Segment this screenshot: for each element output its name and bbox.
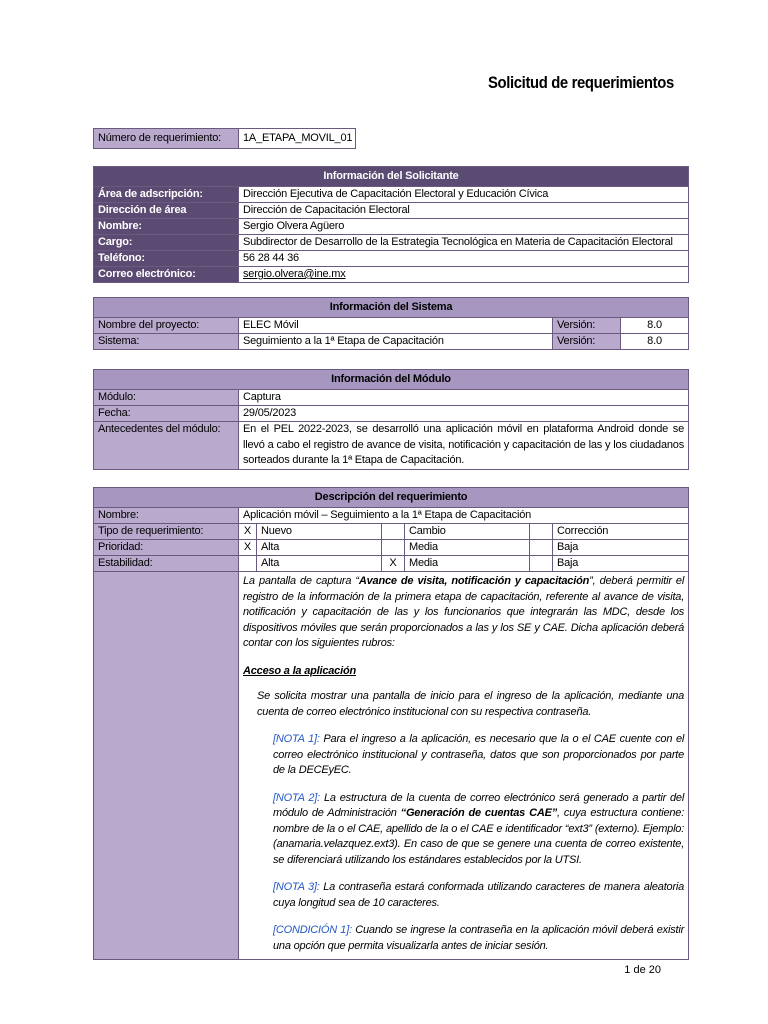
- estabilidad-option-baja: Baja: [553, 556, 689, 572]
- solicitante-header: Información del Solicitante: [94, 167, 689, 187]
- proyecto-label: Nombre del proyecto:: [94, 318, 239, 334]
- nota2-paragraph: [273, 791, 684, 869]
- antecedentes-value: En el PEL 2022-2023, se desarrolló una aplicación móvil en plataforma Android donde se llevó a cabo el registro de avance de visita, notificación y capacitación de las y los ciudadanos sorteados durante la 1ª Etapa de Capacitación.: [239, 422, 689, 470]
- intro-emphasis: Avance de visita, notificación y capacitación: [358, 575, 590, 587]
- modulo-table: [93, 369, 689, 470]
- modulo-value: Captura: [239, 390, 689, 406]
- prioridad-label: Prioridad:: [94, 540, 239, 556]
- estabilidad-mark-baja[interactable]: [530, 556, 553, 572]
- nota2-text-a: La estructura de la cuenta de correo electrónico será generado a partir del módulo de Administración: [273, 791, 685, 819]
- nombre-label: Nombre:: [94, 219, 239, 235]
- cargo-label: Cargo:: [94, 235, 239, 251]
- page-number: 1 de 20: [624, 964, 661, 976]
- sistema-table: [93, 297, 689, 350]
- intro-text-a: La pantalla de captura “: [243, 575, 359, 587]
- area-label: Área de adscripción:: [94, 187, 239, 203]
- req-nombre-value: Aplicación móvil – Seguimiento a la 1ª Etapa de Capacitación: [239, 508, 689, 524]
- condicion1-text: Cuando se ingrese la contraseña en la aplicación móvil deberá existir una opción que permita visualizarla antes de iniciar sesión.: [273, 924, 685, 952]
- direccion-value: Dirección de Capacitación Electoral: [239, 203, 689, 219]
- cargo-value: Subdirector de Desarrollo de la Estrategia Tecnológica en Materia de Capacitación Electoral: [239, 235, 689, 251]
- proyecto-version-value: 8.0: [621, 318, 689, 334]
- sistema-version-label: Versión:: [553, 334, 621, 350]
- intro-paragraph: [243, 574, 684, 652]
- tipo-option-cambio: Cambio: [405, 524, 530, 540]
- sistema-label: Sistema:: [94, 334, 239, 350]
- solicitante-table: [93, 166, 689, 283]
- estabilidad-mark-media[interactable]: X: [382, 556, 405, 572]
- tipo-label: Tipo de requerimiento:: [94, 524, 239, 540]
- nota3-tag: [NOTA 3]:: [273, 881, 320, 893]
- prioridad-option-baja: Baja: [553, 540, 689, 556]
- area-value: Dirección Ejecutiva de Capacitación Electoral y Educación Cívica: [239, 187, 689, 203]
- req-nombre-label: Nombre:: [94, 508, 239, 524]
- direccion-label: Dirección de área: [94, 203, 239, 219]
- nota1-tag: [NOTA 1]:: [273, 733, 320, 745]
- estabilidad-mark-alta[interactable]: [239, 556, 257, 572]
- prioridad-option-media: Media: [405, 540, 530, 556]
- telefono-label: Teléfono:: [94, 251, 239, 267]
- page-title: Solicitud de requerimientos: [488, 74, 674, 92]
- acceso-heading: Acceso a la aplicación: [243, 664, 356, 677]
- descripcion-header: Descripción del requerimiento: [94, 488, 689, 508]
- description-label-cell: [94, 572, 239, 960]
- tipo-mark-correccion[interactable]: [530, 524, 553, 540]
- correo-link[interactable]: sergio.olvera@ine.mx: [243, 268, 346, 280]
- nota2-tag: [NOTA 2]:: [273, 791, 320, 804]
- tipo-option-correccion: Corrección: [553, 524, 689, 540]
- nota3-text: La contraseña estará conformada utilizando caracteres de manera aleatoria cuya longitud sea de 10 caracteres.: [273, 881, 685, 909]
- description-body: [239, 572, 689, 960]
- sistema-version-value: 8.0: [621, 334, 689, 350]
- request-number-label: Número de requerimiento:: [94, 129, 239, 149]
- prioridad-option-alta: Alta: [257, 540, 382, 556]
- estabilidad-label: Estabilidad:: [94, 556, 239, 572]
- prioridad-mark-media[interactable]: [382, 540, 405, 556]
- estabilidad-option-media: Media: [405, 556, 530, 572]
- proyecto-version-label: Versión:: [553, 318, 621, 334]
- nombre-value: Sergio Olvera Agüero: [239, 219, 689, 235]
- modulo-label: Módulo:: [94, 390, 239, 406]
- sistema-value: Seguimiento a la 1ª Etapa de Capacitación: [239, 334, 553, 350]
- antecedentes-label: Antecedentes del módulo:: [94, 422, 239, 470]
- tipo-mark-nuevo[interactable]: X: [239, 524, 257, 540]
- request-number-table: [93, 128, 356, 149]
- acceso-paragraph: Se solicita mostrar una pantalla de inicio para el ingreso de la aplicación, mediante una cuenta de correo electrónico institucional con su respectiva contraseña.: [257, 690, 685, 718]
- condicion1-paragraph: [273, 923, 684, 954]
- nota2-text-c: , cuya estructura contiene: nombre de la o el CAE, apellido de la o el CAE e identificador “ext3” (externo). Ejemplo: (anamaria.velazquez.ext3). En caso de que se genere una cuenta de correo existente, se diferenciará utilizando los estándares establecidos por la UTSI.: [273, 807, 685, 866]
- nota3-paragraph: [273, 880, 684, 911]
- tipo-mark-cambio[interactable]: [382, 524, 405, 540]
- prioridad-mark-alta[interactable]: X: [239, 540, 257, 556]
- descripcion-table: [93, 487, 689, 960]
- tipo-option-nuevo: Nuevo: [257, 524, 382, 540]
- nota2-emphasis: “Generación de cuentas CAE”: [400, 807, 558, 819]
- estabilidad-option-alta: Alta: [257, 556, 382, 572]
- request-number-value: 1A_ETAPA_MOVIL_01: [239, 129, 356, 149]
- sistema-header: Información del Sistema: [94, 298, 689, 318]
- prioridad-mark-baja[interactable]: [530, 540, 553, 556]
- telefono-value: 56 28 44 36: [239, 251, 689, 267]
- nota1-text: Para el ingreso a la aplicación, es necesario que la o el CAE cuente con el correo electrónico institucional y contraseña, datos que son proporcionados por parte de la DECEyEC.: [273, 733, 685, 776]
- intro-text-c: ”, deberá permitir el registro de la información de la primera etapa de capacitación, referente al avance de visita, notificación y capacitación de las y los funcionarios que integrarán las MDC, desde los dispositivos móviles que serán proporcionados a las y los SE y CAE. Dicha aplicación deberá contar con los siguientes rubros:: [243, 575, 685, 649]
- fecha-label: Fecha:: [94, 406, 239, 422]
- correo-label: Correo electrónico:: [94, 267, 239, 283]
- proyecto-value: ELEC Móvil: [239, 318, 553, 334]
- condicion1-tag: [CONDICIÓN 1]:: [273, 924, 352, 936]
- modulo-header: Información del Módulo: [94, 370, 689, 390]
- fecha-value: 29/05/2023: [239, 406, 689, 422]
- nota1-paragraph: [273, 732, 684, 779]
